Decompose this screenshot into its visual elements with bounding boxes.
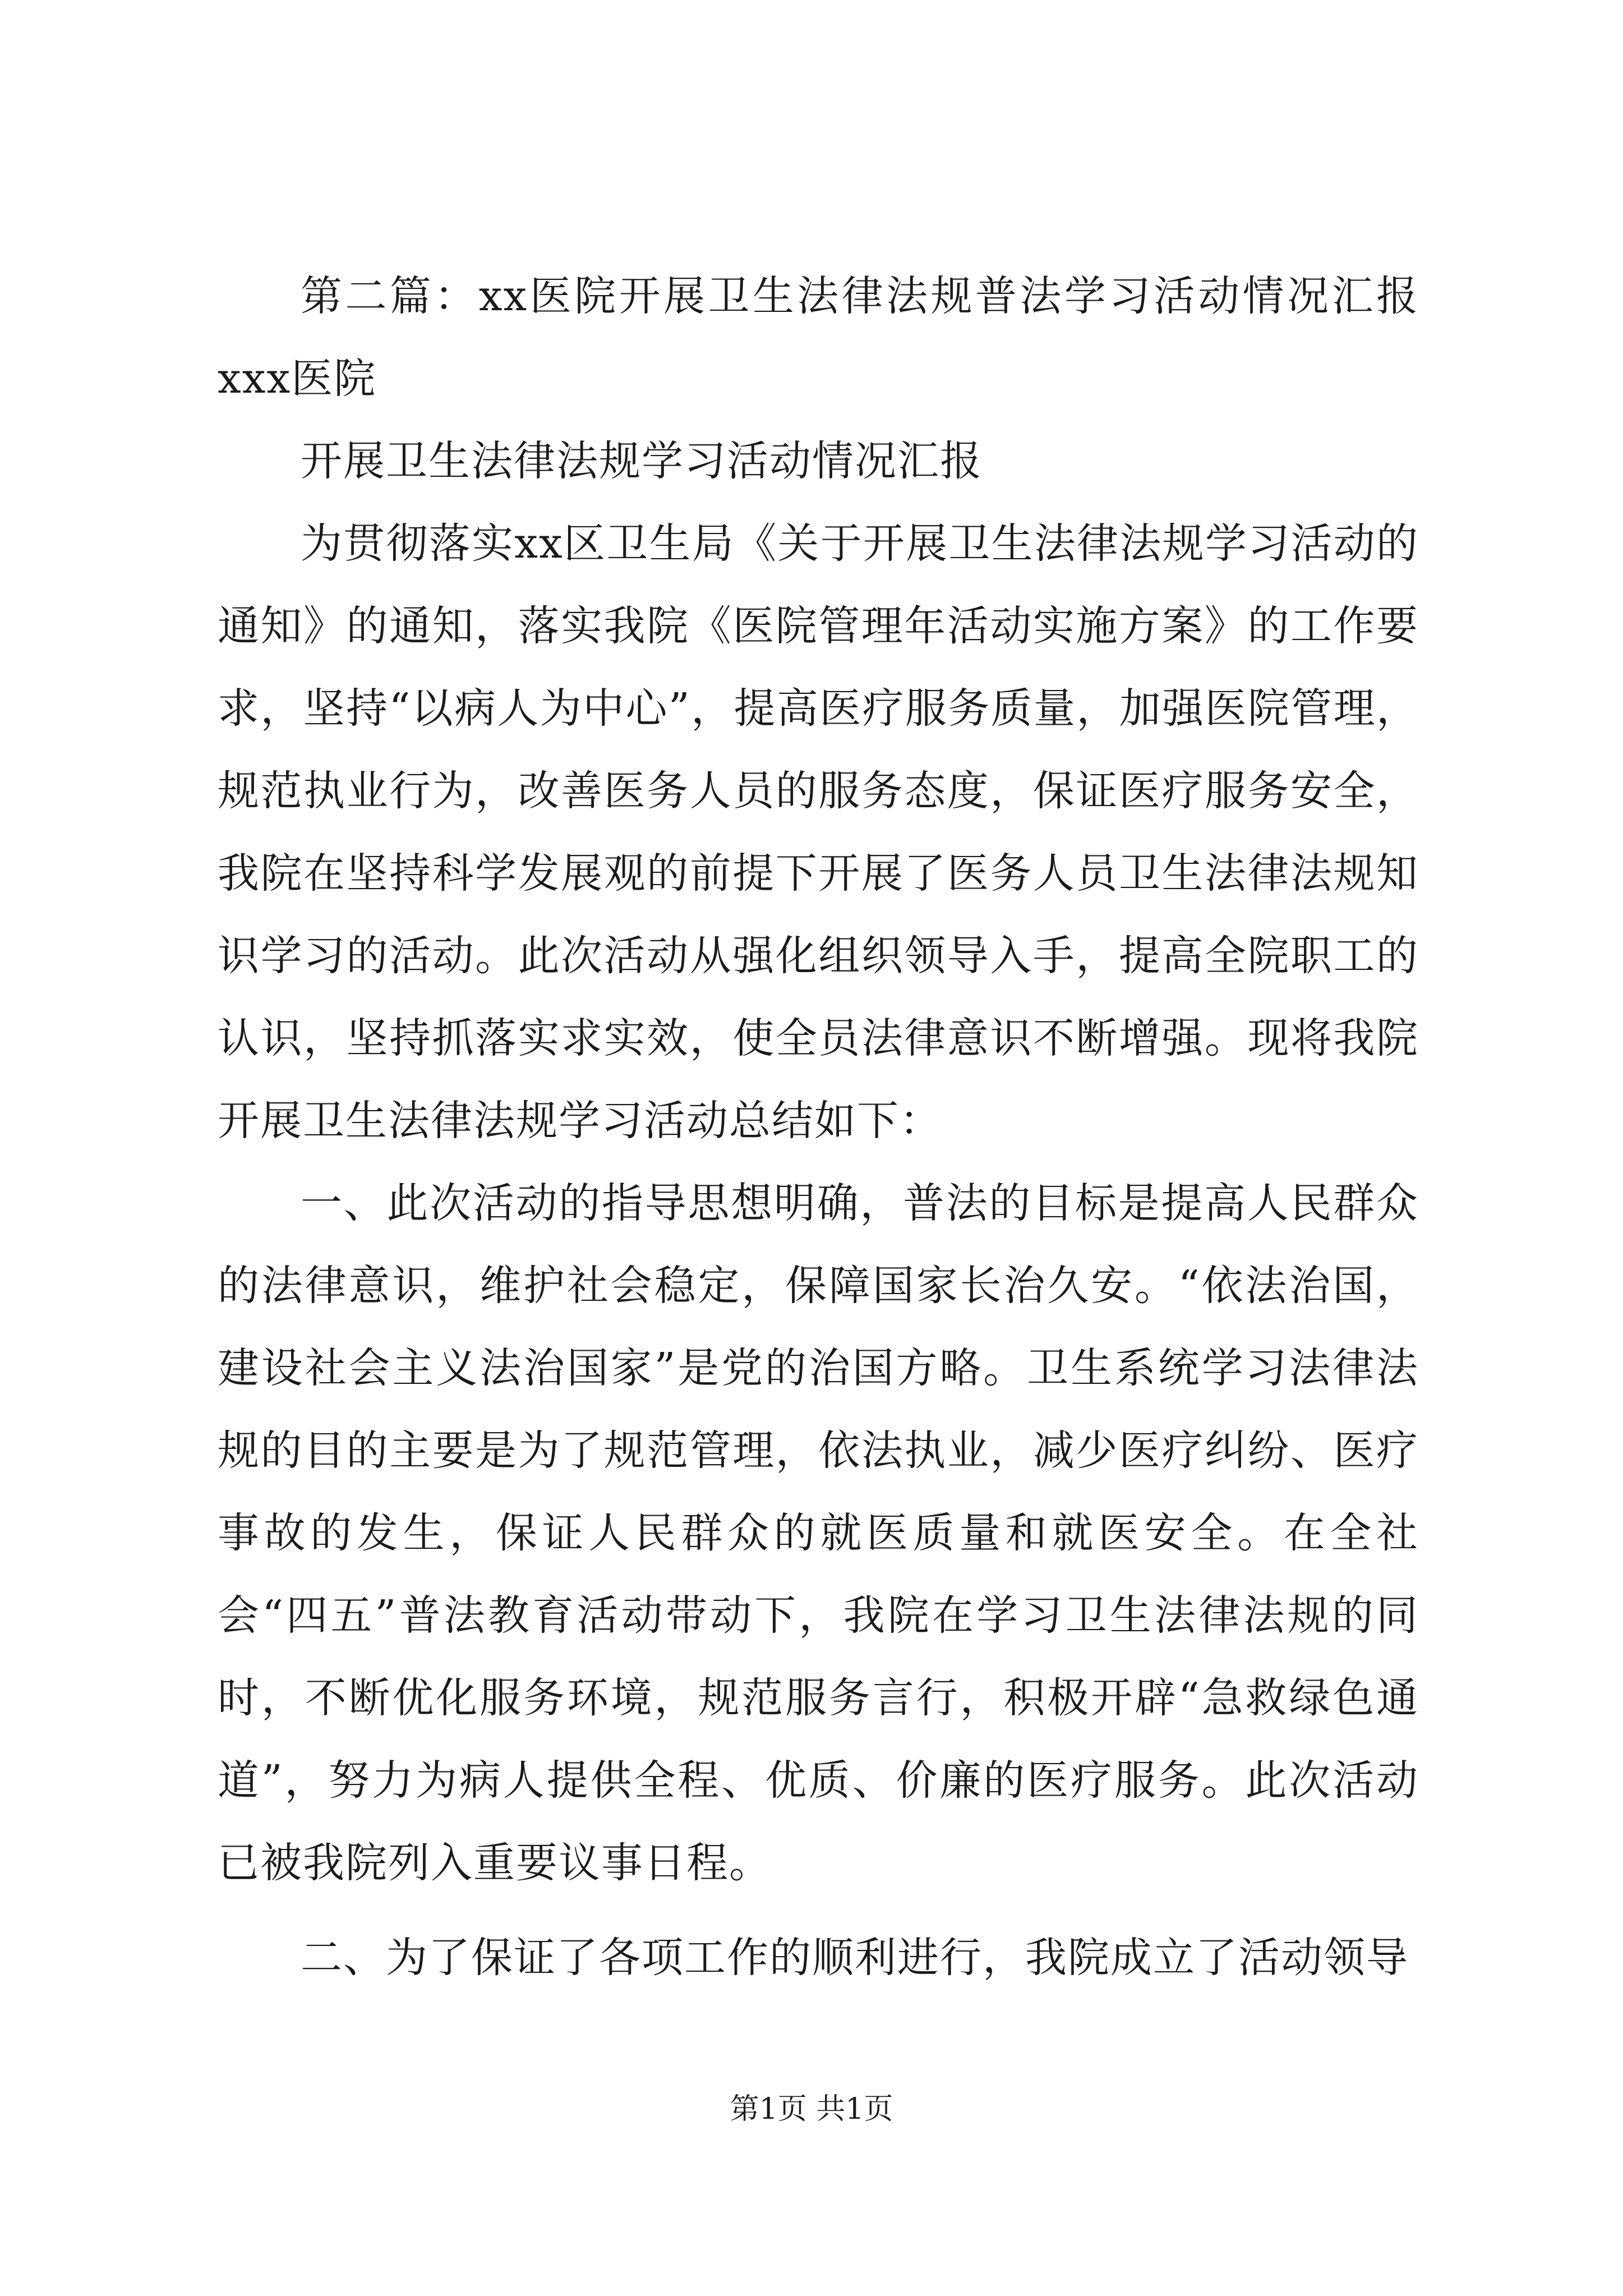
document-title: 第二篇：xx医院开展卫生法律法规普法学习活动情况汇报xxx医院 [218,272,1419,403]
document-subtitle: 开展卫生法律法规学习活动情况汇报 [301,437,983,485]
paragraph-intro: 为贯彻落实xx区卫生局《关于开展卫生法律法规学习活动的通知》的通知，落实我院《医院管理年活动实施方案》的工作要求，坚持“以病人为中心”，提高医疗服务质量，加强医院管理，规范执业行为，改善医务人员的服务态度，保证医疗服务安全，我院在坚持科学发展观的前提下开展了医务人员卫生法律法规知识学习的活动。此次活动从强化组织领导入手，提高全院职工的认识，坚持抓落实求实效，使全员法律意识不断增强。现将我院开展卫生法律法规学习活动总结如下： [218,519,1419,1145]
paragraph-section-two: 二、为了保证了各项工作的顺利进行，我院成立了活动领导 [301,1934,1409,1982]
paragraph-section-one: 一、此次活动的指导思想明确，普法的目标是提高人民群众的法律意识，维护社会稳定，保障国家长治久安。“依法治国，建设社会主义法治国家”是党的治国方略。卫生系统学习法律法规的目的主要是为了规范管理，依法执业，减少医疗纠纷、医疗事故的发生，保证人民群众的就医质量和就医安全。在全社会“四五”普法教育活动带动下，我院在学习卫生法律法规的同时，不断优化服务环境，规范服务言行，积极开辟“急救绿色通道”，努力为病人提供全程、优质、价廉的医疗服务。此次活动已被我院列入重要议事日程。 [218,1179,1419,1887]
document-body [218,255,1419,1999]
page-footer: 第1页 共1页 [730,2092,893,2126]
